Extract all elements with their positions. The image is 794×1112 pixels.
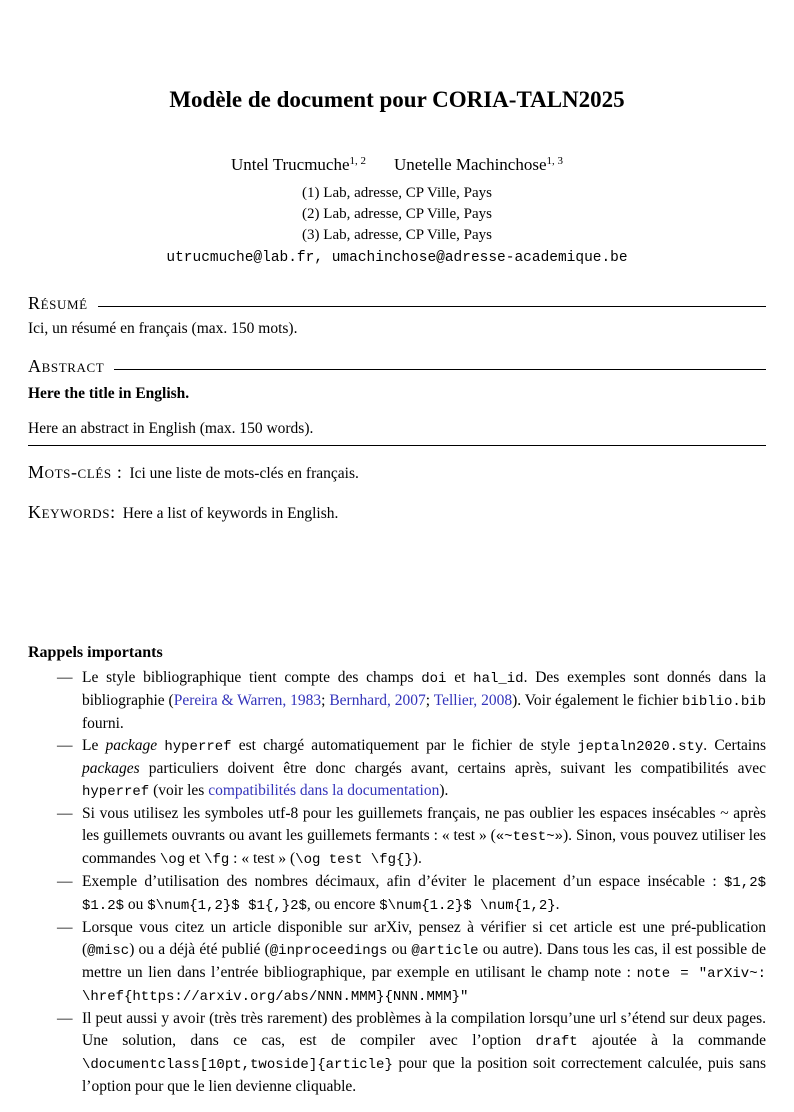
- list-item-marker: —: [57, 873, 73, 890]
- text-segment: package: [105, 737, 158, 754]
- list-item-marker: —: [57, 737, 73, 754]
- text-segment: fourni.: [82, 715, 124, 732]
- text-segment: ;: [425, 692, 434, 709]
- list-item-marker: —: [57, 805, 73, 822]
- text-segment: particuliers doivent être donc chargés avant, certains après, suivant les compatibilités avec: [139, 760, 766, 777]
- list-item-text: [82, 803, 766, 871]
- text-segment: ou autre). Dans tous les cas, il est possible de mettre un lien dans l’entrée bibliographique, par exemple en utilisant le champ note :: [82, 941, 767, 981]
- keywords-text: Here a list of keywords in English.: [122, 505, 339, 522]
- affiliation-line-3: (3) Lab, adresse, CP Ville, Pays: [302, 227, 492, 243]
- resume-text: Ici, un résumé en français (max. 150 mots).: [28, 320, 298, 337]
- text-segment: . Certains: [703, 737, 766, 754]
- list-item-text: [82, 667, 766, 735]
- motscles-text: Ici une liste de mots-clés en français.: [129, 465, 359, 482]
- inline-code: $\num{1.2}$ \num{1,2}: [379, 898, 556, 914]
- text-segment: Le: [82, 737, 106, 754]
- text-segment: , ou encore: [306, 896, 380, 913]
- text-segment: packages: [82, 760, 140, 777]
- abstract-label: Abstract: [28, 356, 105, 376]
- inline-code: hal_id: [473, 671, 524, 687]
- list-item-text: [82, 735, 766, 803]
- author-superscript: 1, 3: [546, 155, 563, 167]
- text-segment: ) ou a déjà été publié (: [129, 941, 270, 958]
- text-segment: et: [185, 850, 205, 867]
- text-segment: Il peut aussi y avoir (très très rarement) des problèmes à la compilation lorsqu’une url s’étend sur deux pages. Une solution, dans ce cas, est de compiler avec l’option: [82, 1010, 766, 1049]
- text-segment: Unetelle Machinchose: [394, 155, 547, 174]
- inline-code: @misc: [87, 943, 130, 959]
- resume-section-header: [28, 292, 766, 314]
- hyperlink[interactable]: Tellier, 2008: [433, 692, 513, 709]
- affiliation-line-2: (2) Lab, adresse, CP Ville, Pays: [302, 206, 492, 222]
- paper-title: Modèle de document pour CORIA-TALN2025: [169, 87, 625, 112]
- text-segment: pour que la position soit correctement calculée, puis sans l’option pour que le lien devienne cliquable.: [82, 1055, 766, 1095]
- resume-rule: [98, 306, 766, 307]
- rappels-heading: Rappels importants: [28, 644, 163, 661]
- inline-code: hyperref: [82, 784, 150, 800]
- inline-code: \fg: [204, 852, 230, 868]
- inline-code: hyperref: [164, 739, 232, 755]
- text-segment: Untel Trucmuche: [231, 155, 350, 174]
- text-segment: ou: [387, 941, 412, 958]
- list-item-marker: —: [57, 669, 73, 686]
- motscles-label: Mots-clés :: [28, 462, 123, 482]
- text-segment: Si vous utilisez les symboles utf-8 pour les guillemets français, ne pas oublier les espaces insécables ~ après les guillemets ouvrants ou avant les guillemets fermants : « test » (: [82, 805, 766, 844]
- inline-code: $1,2$ $1.2$: [82, 875, 766, 914]
- text-segment: Lorsque vous citez un article disponible sur arXiv, pensez à vérifier si cet article est une pré-publication (: [82, 919, 766, 958]
- inline-code: «~test~»: [495, 829, 563, 845]
- list-item-marker: —: [57, 1010, 73, 1027]
- emails-line[interactable]: utrucmuche@lab.fr, umachinchose@adresse-academique.be: [166, 250, 628, 266]
- inline-code: jeptaln2020.sty: [577, 739, 704, 755]
- list-item: [57, 1008, 766, 1098]
- text-segment: ). Voir également le fichier: [512, 692, 683, 709]
- list-item: [57, 871, 766, 917]
- inline-code: \documentclass[10pt,twoside]{article}: [82, 1057, 393, 1073]
- list-item-marker: —: [57, 919, 73, 936]
- motscles-line: [28, 461, 766, 486]
- hyperlink[interactable]: Bernhard, 2007: [329, 692, 426, 709]
- hyperlink[interactable]: Pereira & Warren, 1983: [173, 692, 322, 709]
- text-segment: : « test » (: [229, 850, 296, 867]
- abstract-text: Here an abstract in English (max. 150 words).: [28, 418, 766, 446]
- abstract-section-header: [28, 355, 766, 377]
- text-segment: (voir les: [149, 782, 209, 799]
- text-segment: Exemple d’utilisation des nombres décimaux, afin d’éviter le placement d’un espace insécable :: [82, 873, 724, 890]
- text-segment: ). Sinon, vous pouvez utiliser les commandes: [82, 827, 766, 867]
- inline-code: \og: [159, 852, 186, 868]
- rappels-list: [57, 667, 766, 1098]
- author-superscript: 1, 2: [349, 155, 367, 167]
- text-segment: ;: [321, 692, 330, 709]
- inline-code: @article: [411, 943, 479, 959]
- inline-code: @inproceedings: [269, 943, 388, 959]
- affiliations-block: [28, 183, 766, 246]
- inline-code: \og test \fg{}: [295, 852, 413, 868]
- inline-code: doi: [421, 671, 447, 687]
- affiliation-line-1: (1) Lab, adresse, CP Ville, Pays: [302, 185, 492, 201]
- resume-label: Résumé: [28, 293, 88, 313]
- text-segment: ajoutée à la commande: [577, 1032, 766, 1049]
- text-segment: et: [446, 669, 474, 686]
- text-segment: .: [555, 896, 560, 913]
- abstract-english-title: Here the title in English.: [28, 385, 190, 402]
- inline-code: draft: [535, 1034, 578, 1050]
- list-item-text: [82, 917, 766, 1008]
- inline-code: biblio.bib: [682, 694, 767, 710]
- authors-line: [28, 154, 766, 178]
- list-item: [57, 803, 766, 871]
- text-segment: est chargé automatiquement par le fichier de style: [231, 737, 578, 754]
- abstract-rule: [114, 369, 766, 370]
- list-item-text: [82, 1008, 766, 1098]
- text-segment: ).: [412, 850, 422, 867]
- text-segment: . Des exemples sont donnés dans la bibliographie (: [82, 669, 766, 709]
- list-item-text: [82, 871, 766, 917]
- text-segment: ).: [439, 782, 449, 799]
- keywords-line: [28, 501, 766, 526]
- inline-code: note = "arXiv~: \href{https://arxiv.org/abs/NNN.MMM}{NNN.MMM}": [82, 966, 766, 1005]
- hyperlink[interactable]: compatibilités dans la documentation: [208, 782, 440, 799]
- list-item: [57, 667, 766, 735]
- text-segment: ou: [124, 896, 148, 913]
- keywords-label: Keywords:: [28, 502, 116, 522]
- text-segment: Le style bibliographique tient compte des champs: [82, 669, 422, 686]
- list-item: [57, 917, 766, 1008]
- list-item: [57, 735, 766, 803]
- inline-code: $\num{1,2}$ $1{,}2$: [147, 898, 307, 914]
